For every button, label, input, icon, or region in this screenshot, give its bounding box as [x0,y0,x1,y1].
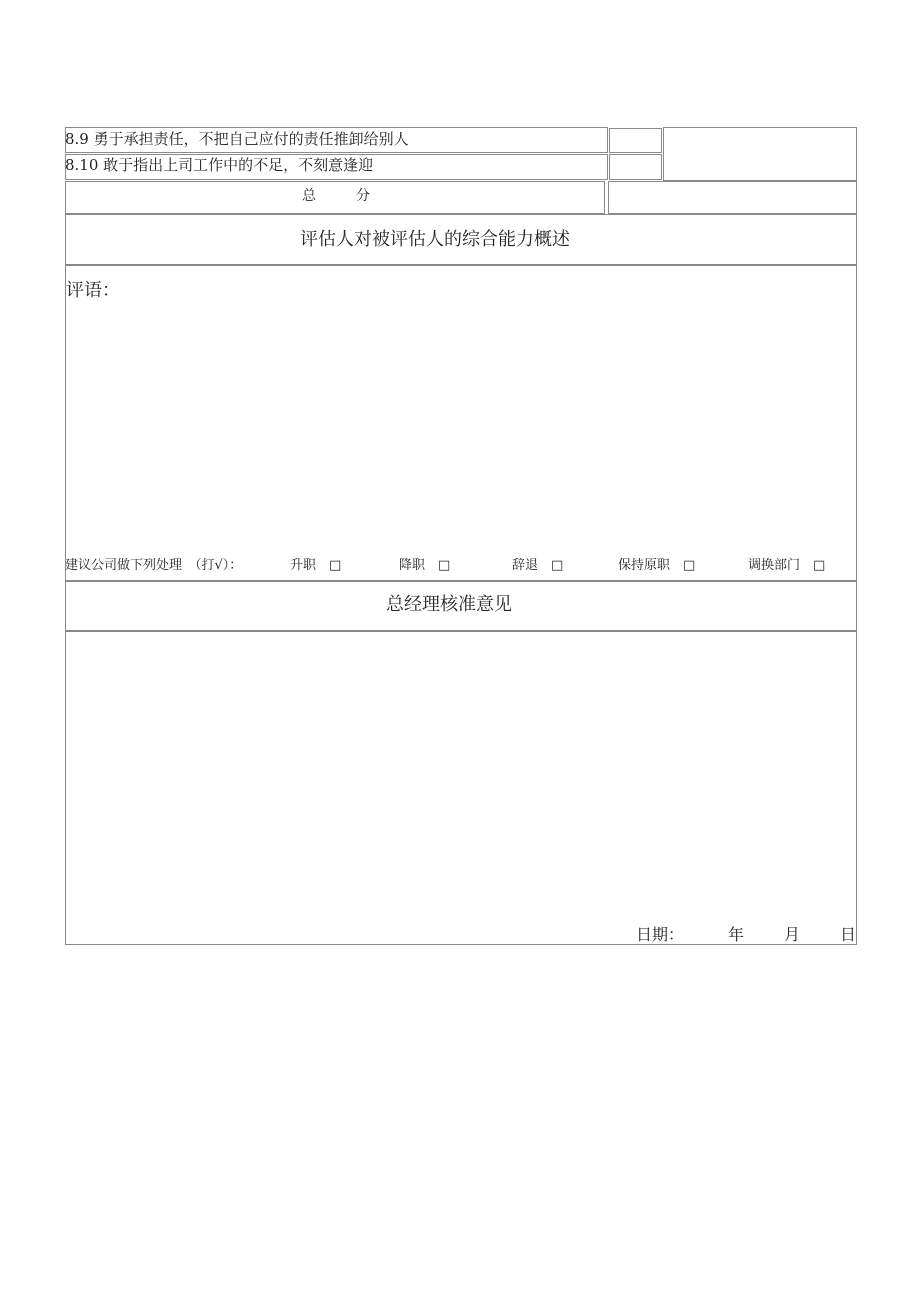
comment-area[interactable] [65,265,857,581]
row-8-9-score-cell[interactable] [609,128,662,153]
option-demote[interactable]: 降职 □ [399,558,451,573]
category-score-cell[interactable] [663,127,857,181]
date-label: 日期： [636,925,685,944]
row-8-10-score-cell[interactable] [609,154,662,180]
total-score-cell[interactable] [608,181,857,214]
suggestion-prefix: 建议公司做下列处理 （打√）： [65,558,243,573]
evaluation-form [65,127,857,945]
date-month: 月 [784,925,801,944]
approval-area[interactable] [65,631,857,945]
approval-title: 总经理核准意见 [386,594,512,615]
row-8-9-text: 8.9 勇于承担责任，不把自己应付的责任推卸给别人 [65,130,409,148]
option-transfer-dept[interactable]: 调换部门 □ [748,558,826,573]
date-day: 日 [840,925,857,944]
total-label-char-1: 总 [302,188,316,204]
option-keep-position[interactable]: 保持原职 □ [618,558,696,573]
assessment-title: 评估人对被评估人的综合能力概述 [300,229,570,250]
comment-label: 评语： [66,280,120,301]
option-dismiss[interactable]: 辞退 □ [512,558,564,573]
total-label-cell [65,181,605,214]
date-year: 年 [728,925,745,944]
total-label-char-2: 分 [356,188,370,204]
option-promote[interactable]: 升职 □ [290,558,342,573]
row-8-10-text: 8.10 敢于指出上司工作中的不足，不刻意逢迎 [65,156,374,174]
